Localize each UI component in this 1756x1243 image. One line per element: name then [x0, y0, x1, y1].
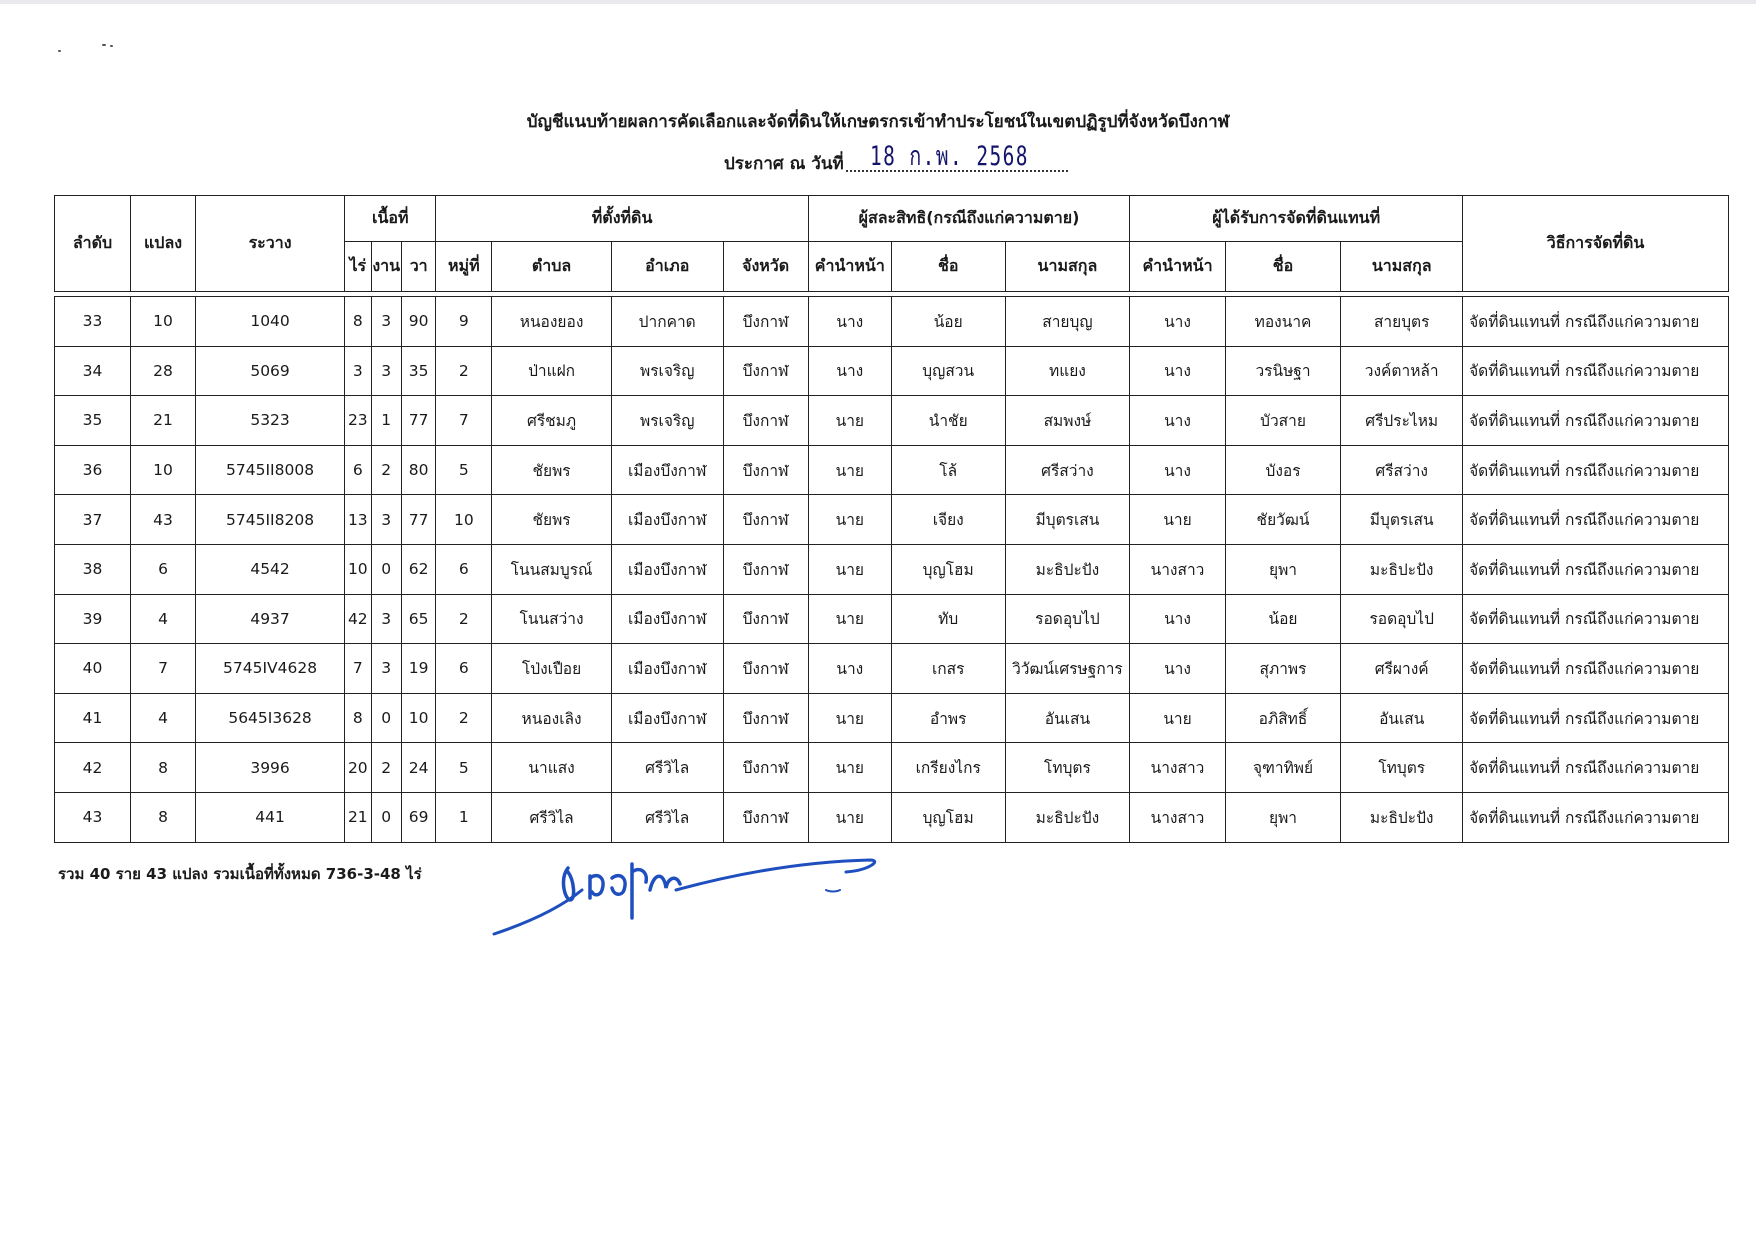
cell-changwat: บึงกาฬ	[723, 792, 808, 842]
cell-changwat: บึงกาฬ	[723, 644, 808, 694]
col-ngan-header: งาน	[371, 242, 401, 292]
cell-amphoe: เมืองบึงกาฬ	[611, 544, 723, 594]
cell-deceased-prefix: นาง	[808, 644, 891, 694]
col-recipient-surname-header: นามสกุล	[1341, 242, 1463, 292]
table-row	[55, 743, 1729, 793]
table-row	[55, 297, 1729, 347]
cell-wa: 24	[401, 743, 436, 793]
cell-deceased-name: บุญโฮม	[891, 792, 1005, 842]
cell-tambon: นาแสง	[492, 743, 612, 793]
cell-plot: 6	[131, 544, 196, 594]
cell-moo: 2	[436, 693, 492, 743]
cell-rai: 23	[345, 396, 371, 446]
cell-moo: 10	[436, 495, 492, 545]
cell-rai: 10	[345, 544, 371, 594]
cell-recipient-name: บัวสาย	[1225, 396, 1341, 446]
col-deceased-name-header: ชื่อ	[891, 242, 1005, 292]
cell-deceased-prefix: นาย	[808, 792, 891, 842]
cell-deceased-surname: ทแยง	[1005, 346, 1130, 396]
cell-rawang: 5745II8208	[196, 495, 345, 545]
cell-rawang: 5323	[196, 396, 345, 446]
col-amphoe-header: อำเภอ	[611, 242, 723, 292]
table-body	[55, 297, 1729, 843]
cell-deceased-surname: วิวัฒน์เศรษฐการ	[1005, 644, 1130, 694]
cell-plot: 4	[131, 594, 196, 644]
cell-rawang: 5745IV4628	[196, 644, 345, 694]
cell-recipient-prefix: นาง	[1130, 396, 1225, 446]
cell-method: จัดที่ดินแทนที่ กรณีถึงแก่ความตาย	[1463, 792, 1729, 842]
cell-tambon: ศรีวิไล	[492, 792, 612, 842]
cell-deceased-surname: มีบุตรเสน	[1005, 495, 1130, 545]
cell-deceased-name: นำชัย	[891, 396, 1005, 446]
cell-deceased-name: อำพร	[891, 693, 1005, 743]
cell-moo: 1	[436, 792, 492, 842]
cell-method: จัดที่ดินแทนที่ กรณีถึงแก่ความตาย	[1463, 297, 1729, 347]
cell-plot: 8	[131, 792, 196, 842]
cell-ngan: 1	[371, 396, 401, 446]
cell-recipient-name: บังอร	[1225, 445, 1341, 495]
cell-recipient-name: สุภาพร	[1225, 644, 1341, 694]
col-rai-header: ไร่	[345, 242, 371, 292]
cell-wa: 90	[401, 297, 436, 347]
scan-specks	[58, 44, 118, 54]
cell-plot: 8	[131, 743, 196, 793]
cell-deceased-prefix: นาย	[808, 693, 891, 743]
cell-amphoe: เมืองบึงกาฬ	[611, 495, 723, 545]
cell-deceased-name: เกสร	[891, 644, 1005, 694]
cell-moo: 5	[436, 445, 492, 495]
cell-deceased-name: ทับ	[891, 594, 1005, 644]
cell-plot: 10	[131, 297, 196, 347]
cell-seq: 35	[55, 396, 131, 446]
cell-deceased-surname: รอดอุบไป	[1005, 594, 1130, 644]
cell-method: จัดที่ดินแทนที่ กรณีถึงแก่ความตาย	[1463, 396, 1729, 446]
cell-changwat: บึงกาฬ	[723, 594, 808, 644]
cell-changwat: บึงกาฬ	[723, 743, 808, 793]
cell-deceased-surname: มะธิปะปัง	[1005, 792, 1130, 842]
cell-method: จัดที่ดินแทนที่ กรณีถึงแก่ความตาย	[1463, 495, 1729, 545]
cell-seq: 34	[55, 346, 131, 396]
cell-changwat: บึงกาฬ	[723, 445, 808, 495]
cell-wa: 62	[401, 544, 436, 594]
cell-recipient-prefix: นาง	[1130, 445, 1225, 495]
cell-moo: 6	[436, 544, 492, 594]
cell-plot: 4	[131, 693, 196, 743]
cell-ngan: 2	[371, 445, 401, 495]
table-row	[55, 544, 1729, 594]
col-seq-header: ลำดับ	[55, 196, 131, 292]
cell-amphoe: เมืองบึงกาฬ	[611, 693, 723, 743]
cell-recipient-surname: ศรีผางค์	[1341, 644, 1463, 694]
cell-wa: 10	[401, 693, 436, 743]
cell-deceased-prefix: นาง	[808, 346, 891, 396]
cell-rai: 6	[345, 445, 371, 495]
cell-amphoe: เมืองบึงกาฬ	[611, 644, 723, 694]
cell-recipient-prefix: นางสาว	[1130, 792, 1225, 842]
cell-recipient-prefix: นาย	[1130, 693, 1225, 743]
cell-amphoe: พรเจริญ	[611, 396, 723, 446]
cell-method: จัดที่ดินแทนที่ กรณีถึงแก่ความตาย	[1463, 346, 1729, 396]
col-tambon-header: ตำบล	[492, 242, 612, 292]
cell-method: จัดที่ดินแทนที่ กรณีถึงแก่ความตาย	[1463, 644, 1729, 694]
cell-rawang: 4937	[196, 594, 345, 644]
table-row	[55, 792, 1729, 842]
cell-rai: 13	[345, 495, 371, 545]
col-wa-header: วา	[401, 242, 436, 292]
cell-deceased-surname: โทบุตร	[1005, 743, 1130, 793]
cell-deceased-surname: สายบุญ	[1005, 297, 1130, 347]
cell-recipient-surname: ศรีประไหม	[1341, 396, 1463, 446]
cell-plot: 43	[131, 495, 196, 545]
cell-plot: 28	[131, 346, 196, 396]
table-row	[55, 495, 1729, 545]
cell-deceased-prefix: นาย	[808, 594, 891, 644]
cell-wa: 35	[401, 346, 436, 396]
cell-deceased-prefix: นาย	[808, 544, 891, 594]
cell-wa: 65	[401, 594, 436, 644]
cell-deceased-name: โล้	[891, 445, 1005, 495]
cell-amphoe: พรเจริญ	[611, 346, 723, 396]
cell-amphoe: ศรีวิไล	[611, 743, 723, 793]
cell-tambon: ป่าแฝก	[492, 346, 612, 396]
group-location-header: ที่ตั้งที่ดิน	[436, 196, 808, 242]
cell-tambon: ศรีชมภู	[492, 396, 612, 446]
col-changwat-header: จังหวัด	[723, 242, 808, 292]
document-title: บัญชีแนบท้ายผลการคัดเลือกและจัดที่ดินให้เกษตรกรเข้าทำประโยชน์ในเขตปฏิรูปที่จังหวัดบึงกาฬ	[526, 112, 1230, 132]
cell-amphoe: ศรีวิไล	[611, 792, 723, 842]
cell-tambon: หนองยอง	[492, 297, 612, 347]
announcement-label: ประกาศ ณ วันที่	[724, 154, 844, 174]
cell-plot: 10	[131, 445, 196, 495]
cell-seq: 43	[55, 792, 131, 842]
scan-edge	[0, 0, 1756, 4]
cell-recipient-prefix: นาง	[1130, 594, 1225, 644]
cell-tambon: โนนสว่าง	[492, 594, 612, 644]
cell-recipient-name: วรนิษฐา	[1225, 346, 1341, 396]
cell-deceased-surname: มะธิปะปัง	[1005, 544, 1130, 594]
table-row	[55, 346, 1729, 396]
cell-deceased-surname: สมพงษ์	[1005, 396, 1130, 446]
cell-deceased-surname: อันเสน	[1005, 693, 1130, 743]
cell-deceased-prefix: นาย	[808, 743, 891, 793]
table-row	[55, 594, 1729, 644]
cell-recipient-name: ทองนาค	[1225, 297, 1341, 347]
cell-recipient-surname: มะธิปะปัง	[1341, 792, 1463, 842]
cell-deceased-prefix: นาย	[808, 396, 891, 446]
table-row	[55, 396, 1729, 446]
cell-recipient-surname: อันเสน	[1341, 693, 1463, 743]
announcement-date-line	[724, 141, 1068, 178]
cell-moo: 7	[436, 396, 492, 446]
cell-rawang: 1040	[196, 297, 345, 347]
cell-recipient-surname: ศรีสว่าง	[1341, 445, 1463, 495]
cell-seq: 38	[55, 544, 131, 594]
cell-recipient-surname: โทบุตร	[1341, 743, 1463, 793]
cell-rawang: 5745II8008	[196, 445, 345, 495]
cell-ngan: 2	[371, 743, 401, 793]
col-deceased-surname-header: นามสกุล	[1005, 242, 1130, 292]
cell-deceased-name: บุญสวน	[891, 346, 1005, 396]
cell-rawang: 3996	[196, 743, 345, 793]
group-deceased-header: ผู้สละสิทธิ(กรณีถึงแก่ความตาย)	[808, 196, 1130, 242]
cell-recipient-surname: วงค์ตาหล้า	[1341, 346, 1463, 396]
cell-ngan: 0	[371, 792, 401, 842]
cell-recipient-surname: มะธิปะปัง	[1341, 544, 1463, 594]
cell-changwat: บึงกาฬ	[723, 693, 808, 743]
cell-recipient-prefix: นาง	[1130, 346, 1225, 396]
cell-wa: 77	[401, 495, 436, 545]
cell-method: จัดที่ดินแทนที่ กรณีถึงแก่ความตาย	[1463, 445, 1729, 495]
cell-tambon: โนนสมบูรณ์	[492, 544, 612, 594]
cell-deceased-prefix: นาย	[808, 495, 891, 545]
cell-ngan: 0	[371, 693, 401, 743]
table-row	[55, 693, 1729, 743]
cell-moo: 9	[436, 297, 492, 347]
table-row	[55, 445, 1729, 495]
cell-rai: 3	[345, 346, 371, 396]
cell-recipient-surname: สายบุตร	[1341, 297, 1463, 347]
group-area-header: เนื้อที่	[345, 196, 436, 242]
cell-tambon: หนองเลิง	[492, 693, 612, 743]
cell-deceased-prefix: นาง	[808, 297, 891, 347]
cell-seq: 37	[55, 495, 131, 545]
cell-seq: 41	[55, 693, 131, 743]
cell-recipient-prefix: นางสาว	[1130, 743, 1225, 793]
cell-recipient-surname: รอดอุบไป	[1341, 594, 1463, 644]
table-row	[55, 644, 1729, 694]
summary-line: รวม 40 ราย 43 แปลง รวมเนื้อที่ทั้งหมด 736-3-48 ไร่	[58, 865, 422, 883]
cell-amphoe: เมืองบึงกาฬ	[611, 445, 723, 495]
col-recipient-name-header: ชื่อ	[1225, 242, 1341, 292]
col-plot-header: แปลง	[131, 196, 196, 292]
cell-rawang: 5069	[196, 346, 345, 396]
cell-moo: 5	[436, 743, 492, 793]
group-recipient-header: ผู้ได้รับการจัดที่ดินแทนที่	[1130, 196, 1463, 242]
cell-wa: 19	[401, 644, 436, 694]
cell-deceased-name: เจียง	[891, 495, 1005, 545]
cell-deceased-name: บุญโฮม	[891, 544, 1005, 594]
cell-changwat: บึงกาฬ	[723, 346, 808, 396]
cell-changwat: บึงกาฬ	[723, 544, 808, 594]
cell-rawang: 441	[196, 792, 345, 842]
cell-recipient-prefix: นาย	[1130, 495, 1225, 545]
cell-moo: 2	[436, 346, 492, 396]
cell-recipient-surname: มีบุตรเสน	[1341, 495, 1463, 545]
cell-recipient-name: ยุพา	[1225, 792, 1341, 842]
cell-method: จัดที่ดินแทนที่ กรณีถึงแก่ความตาย	[1463, 743, 1729, 793]
cell-amphoe: เมืองบึงกาฬ	[611, 594, 723, 644]
cell-rai: 20	[345, 743, 371, 793]
cell-recipient-prefix: นางสาว	[1130, 544, 1225, 594]
cell-rai: 8	[345, 297, 371, 347]
cell-rai: 8	[345, 693, 371, 743]
col-method-header: วิธีการจัดที่ดิน	[1463, 196, 1729, 292]
cell-deceased-name: เกรียงไกร	[891, 743, 1005, 793]
cell-tambon: ชัยพร	[492, 495, 612, 545]
cell-seq: 42	[55, 743, 131, 793]
col-deceased-prefix-header: คำนำหน้า	[808, 242, 891, 292]
cell-recipient-name: น้อย	[1225, 594, 1341, 644]
cell-deceased-name: น้อย	[891, 297, 1005, 347]
cell-seq: 36	[55, 445, 131, 495]
handwritten-date: 18 ก.พ. 2568	[869, 141, 1029, 172]
cell-rai: 7	[345, 644, 371, 694]
cell-wa: 80	[401, 445, 436, 495]
cell-seq: 33	[55, 297, 131, 347]
cell-wa: 69	[401, 792, 436, 842]
cell-seq: 40	[55, 644, 131, 694]
cell-changwat: บึงกาฬ	[723, 396, 808, 446]
cell-deceased-prefix: นาย	[808, 445, 891, 495]
cell-recipient-name: จุฑาทิพย์	[1225, 743, 1341, 793]
cell-moo: 2	[436, 594, 492, 644]
cell-seq: 39	[55, 594, 131, 644]
cell-ngan: 3	[371, 297, 401, 347]
cell-ngan: 0	[371, 544, 401, 594]
cell-recipient-prefix: นาง	[1130, 297, 1225, 347]
cell-recipient-prefix: นาง	[1130, 644, 1225, 694]
cell-tambon: โป่งเปือย	[492, 644, 612, 694]
cell-method: จัดที่ดินแทนที่ กรณีถึงแก่ความตาย	[1463, 594, 1729, 644]
cell-rai: 42	[345, 594, 371, 644]
cell-ngan: 3	[371, 346, 401, 396]
date-dotted-line	[846, 141, 1068, 172]
cell-recipient-name: ชัยวัฒน์	[1225, 495, 1341, 545]
cell-recipient-name: อภิสิทธิ์	[1225, 693, 1341, 743]
cell-rai: 21	[345, 792, 371, 842]
cell-method: จัดที่ดินแทนที่ กรณีถึงแก่ความตาย	[1463, 693, 1729, 743]
cell-ngan: 3	[371, 644, 401, 694]
cell-ngan: 3	[371, 594, 401, 644]
cell-tambon: ชัยพร	[492, 445, 612, 495]
cell-wa: 77	[401, 396, 436, 446]
col-recipient-prefix-header: คำนำหน้า	[1130, 242, 1225, 292]
cell-rawang: 5645I3628	[196, 693, 345, 743]
cell-rawang: 4542	[196, 544, 345, 594]
cell-plot: 7	[131, 644, 196, 694]
col-moo-header: หมู่ที่	[436, 242, 492, 292]
cell-plot: 21	[131, 396, 196, 446]
cell-recipient-name: ยุพา	[1225, 544, 1341, 594]
col-rawang-header: ระวาง	[196, 196, 345, 292]
cell-changwat: บึงกาฬ	[723, 297, 808, 347]
cell-method: จัดที่ดินแทนที่ กรณีถึงแก่ความตาย	[1463, 544, 1729, 594]
signature-image	[490, 838, 880, 938]
cell-ngan: 3	[371, 495, 401, 545]
cell-changwat: บึงกาฬ	[723, 495, 808, 545]
land-allocation-table	[54, 195, 1729, 843]
cell-deceased-surname: ศรีสว่าง	[1005, 445, 1130, 495]
cell-amphoe: ปากคาด	[611, 297, 723, 347]
cell-moo: 6	[436, 644, 492, 694]
